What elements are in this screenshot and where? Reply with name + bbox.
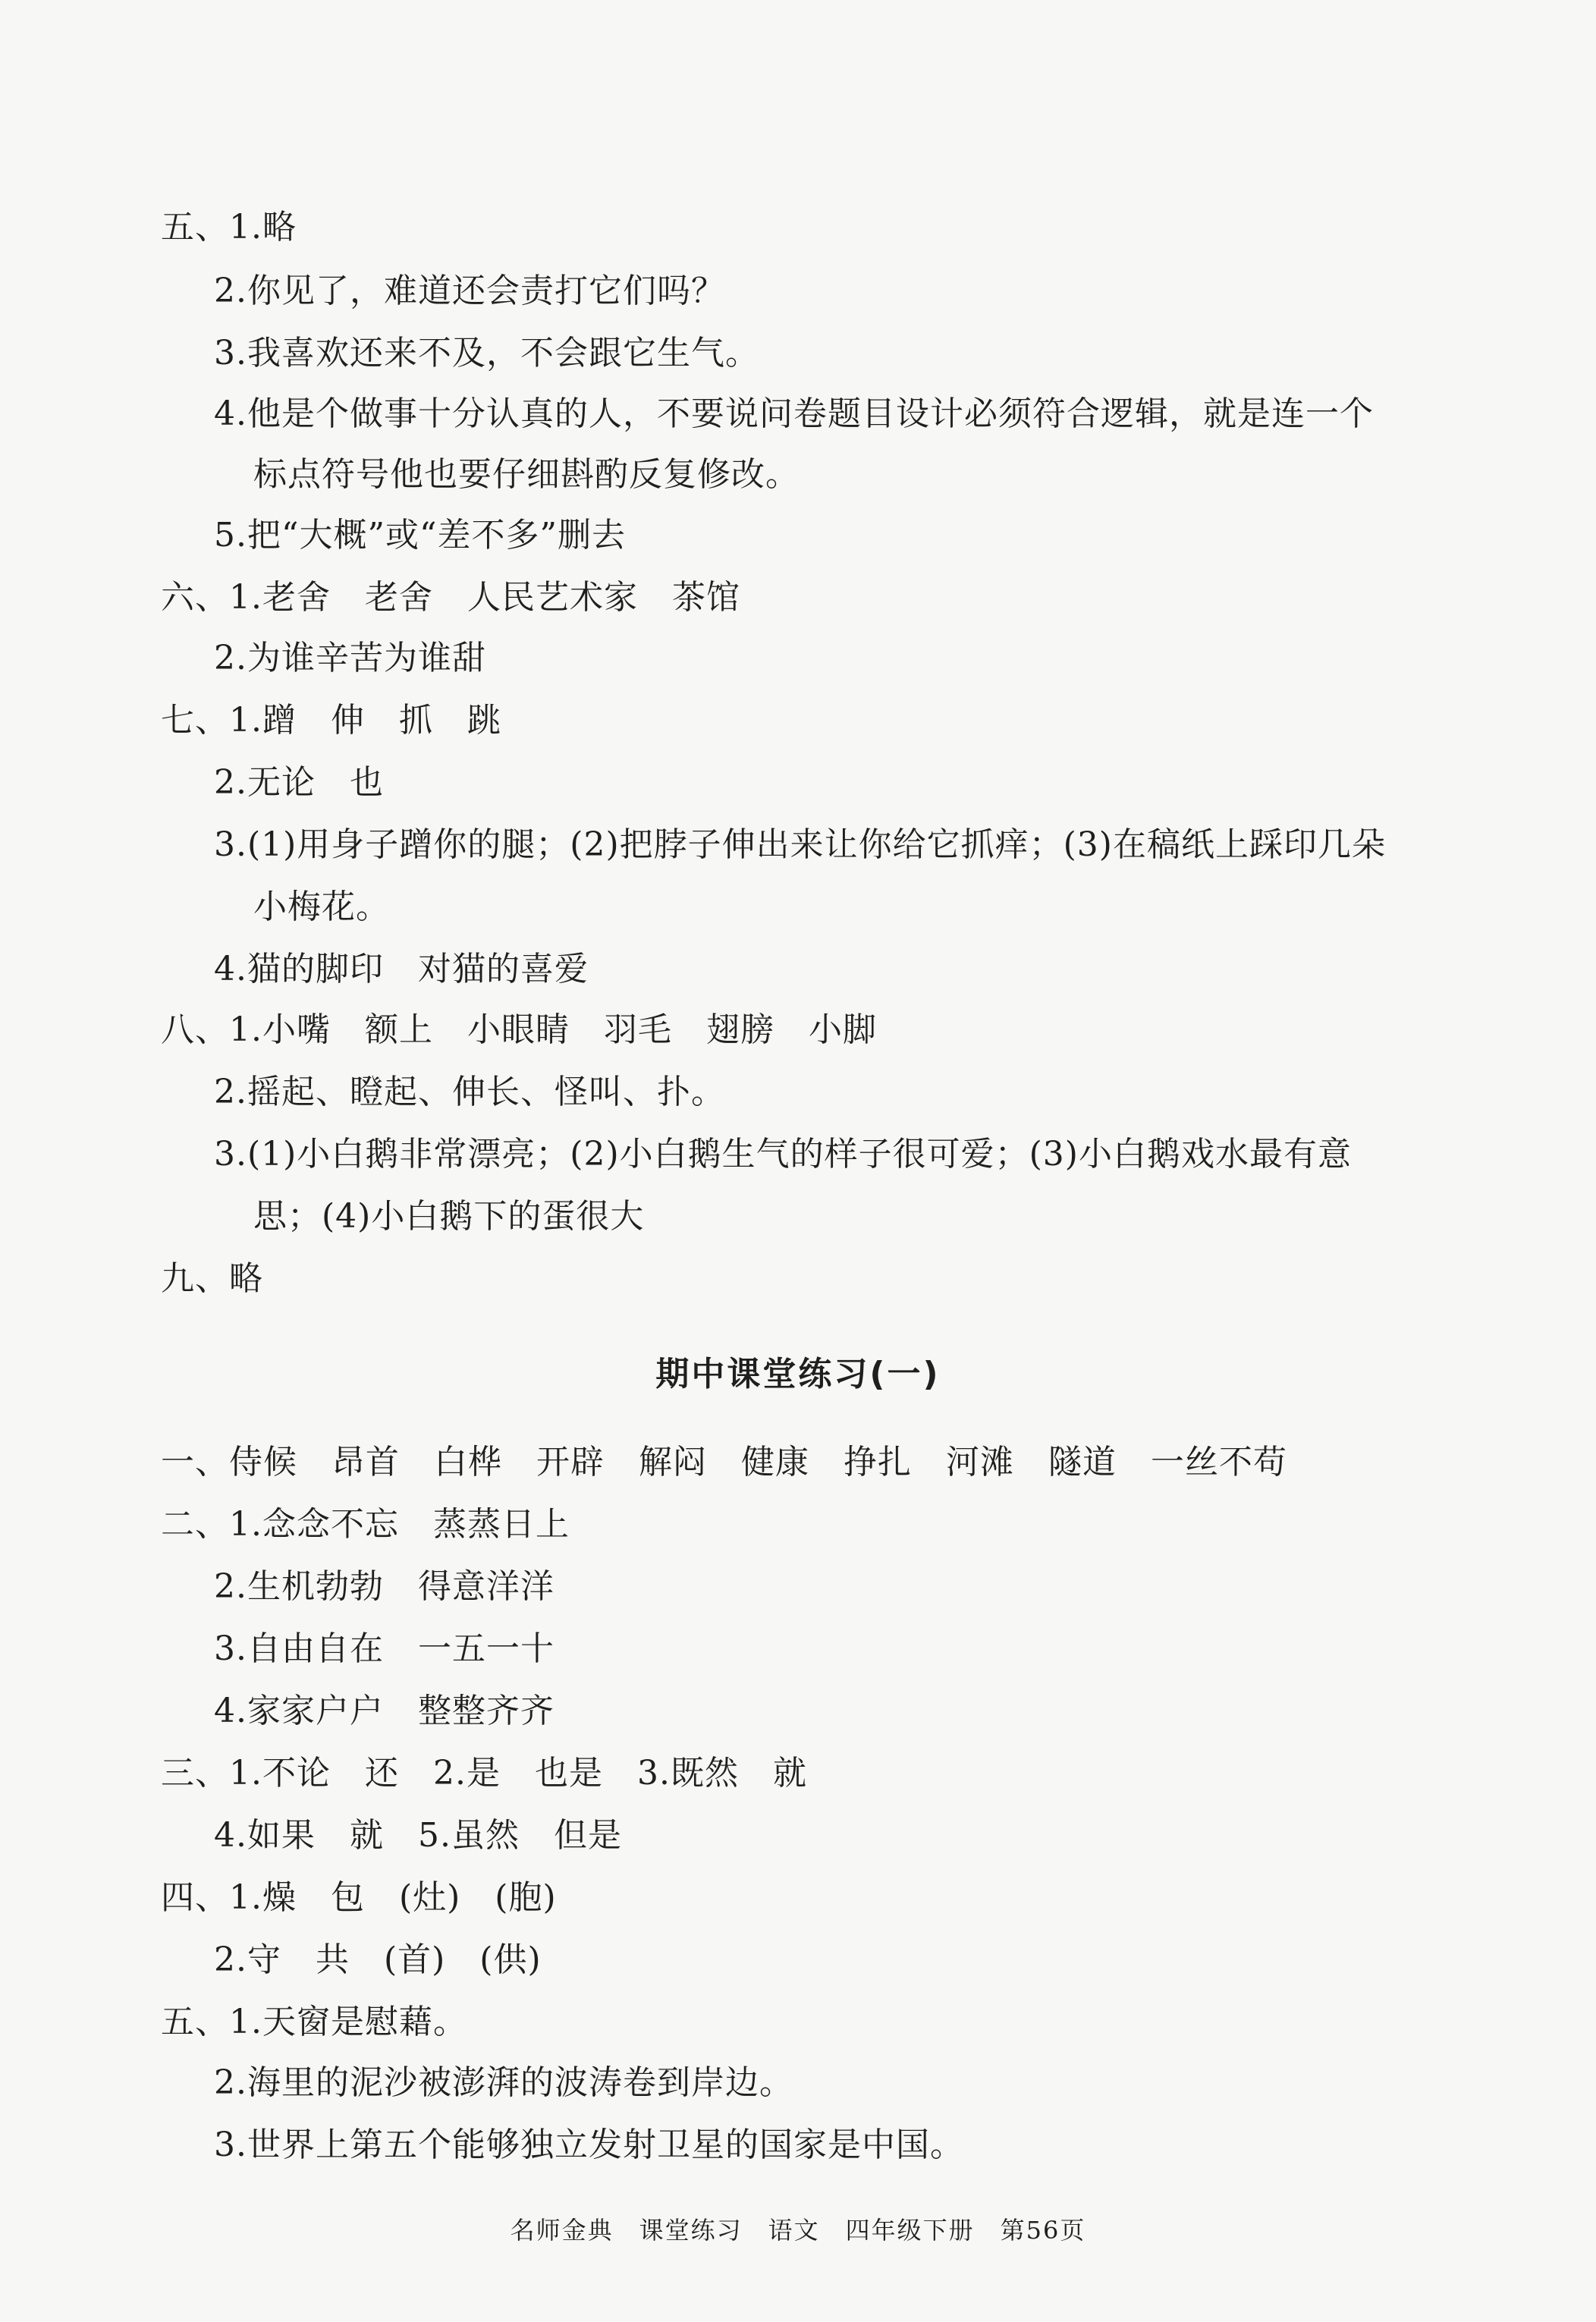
answer-line: 3.自由自在 一五一十 xyxy=(214,1629,555,1668)
answer-line: 2.为谁辛苦为谁甜 xyxy=(214,639,486,677)
answer-line: 五、1.天窗是慰藉。 xyxy=(161,2003,467,2041)
answer-line: 4.如果 就 5.虽然 但是 xyxy=(214,1816,622,1855)
answer-line: 八、1.小嘴 额上 小眼睛 羽毛 翅膀 小脚 xyxy=(161,1010,877,1049)
answer-line: 三、1.不论 还 2.是 也是 3.既然 就 xyxy=(161,1754,807,1793)
section-title: 期中课堂练习(一) xyxy=(655,1355,941,1394)
answer-line: 4.家家户户 整整齐齐 xyxy=(214,1692,555,1730)
answer-line: 六、1.老舍 老舍 人民艺术家 茶馆 xyxy=(161,578,740,617)
answer-line: 五、1.略 xyxy=(161,208,297,247)
answer-line: 七、1.蹭 伸 抓 跳 xyxy=(161,701,501,740)
answer-line: 2.无论 也 xyxy=(214,763,384,802)
page-footer: 名师金典 课堂练习 语文 四年级下册 第56页 xyxy=(510,2216,1086,2245)
answer-line: 3.世界上第五个能够独立发射卫星的国家是中国。 xyxy=(214,2126,964,2164)
answer-line: 5.把“大概”或“差不多”删去 xyxy=(214,516,626,555)
answer-line: 九、略 xyxy=(161,1259,263,1298)
answer-line: 标点符号他也要仔细斟酌反复修改。 xyxy=(253,455,800,494)
answer-line: 4.他是个做事十分认真的人，不要说问卷题目设计必须符合逻辑，就是连一个 xyxy=(214,394,1374,433)
answer-line: 一、侍候 昂首 白桦 开辟 解闷 健康 挣扎 河滩 隧道 一丝不苟 xyxy=(161,1443,1287,1481)
answer-line: 3.我喜欢还来不及，不会跟它生气。 xyxy=(214,334,759,372)
answer-line: 小梅花。 xyxy=(253,888,390,926)
answer-line: 3.(1)小白鹅非常漂亮；(2)小白鹅生气的样子很可爱；(3)小白鹅戏水最有意 xyxy=(214,1135,1352,1174)
answer-line: 2.生机勃勃 得意洋洋 xyxy=(214,1567,555,1606)
answer-line: 思；(4)小白鹅下的蛋很大 xyxy=(253,1197,645,1236)
answer-line: 4.猫的脚印 对猫的喜爱 xyxy=(214,950,589,988)
answer-line: 2.守 共 (首) (供) xyxy=(214,1940,542,1979)
answer-line: 四、1.燥 包 (灶) (胞) xyxy=(161,1878,557,1917)
answer-line: 2.海里的泥沙被澎湃的波涛卷到岸边。 xyxy=(214,2063,793,2102)
answer-line: 2.摇起、瞪起、伸长、怪叫、扑。 xyxy=(214,1073,725,1111)
answer-line: 2.你见了，难道还会责打它们吗？ xyxy=(214,272,725,310)
answer-line: 3.(1)用身子蹭你的腿；(2)把脖子伸出来让你给它抓痒；(3)在稿纸上踩印几朵 xyxy=(214,825,1386,864)
answer-line: 二、1.念念不忘 蒸蒸日上 xyxy=(161,1505,570,1544)
